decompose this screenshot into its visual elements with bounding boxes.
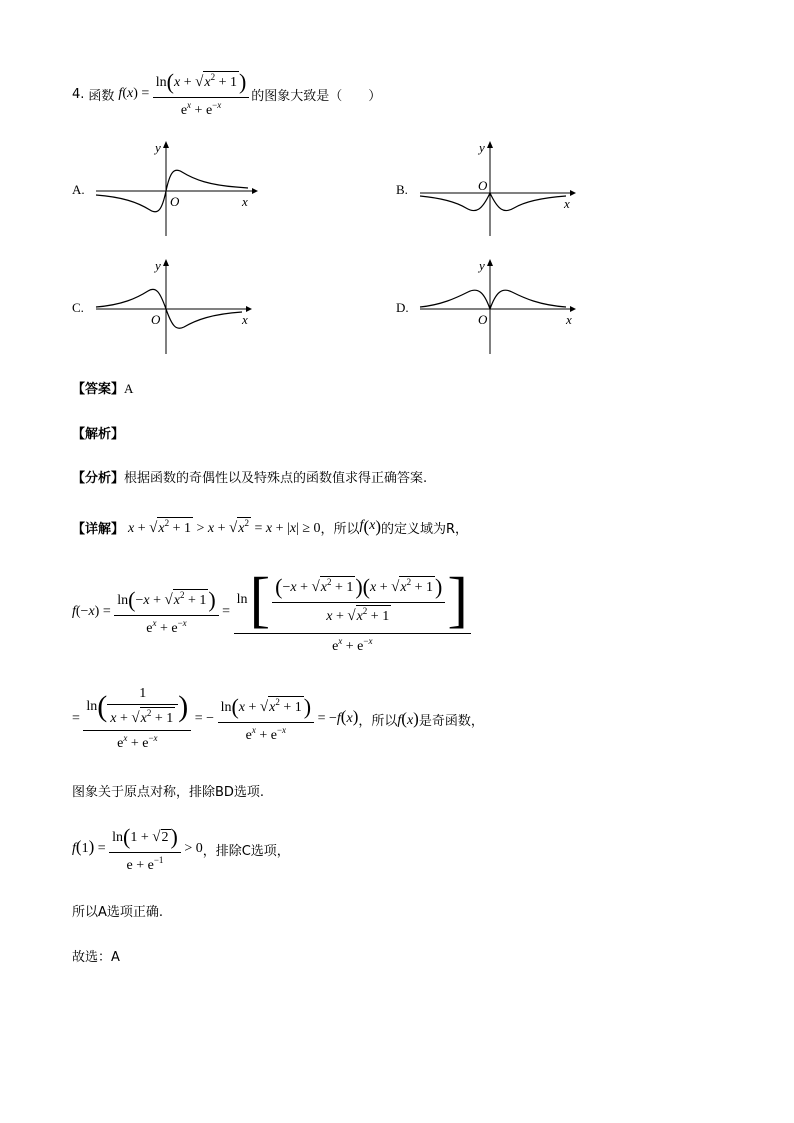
odd-function-formula: = ln ( $\frac{1}{x + √x^2 + 1}$ ) $e^x + e^{-x}$ = − $\frac{\ln(x + √x^2 + 1)}{e^x + e^{-x}}$ = −f(x) — [72, 686, 359, 751]
detail-f1-line — [72, 824, 290, 874]
fenxi-label: 【分析】 — [72, 471, 125, 486]
option-d-label[interactable]: D. — [396, 300, 409, 315]
detail-line3-suffix: ，所以 — [358, 713, 398, 729]
question-stem — [72, 69, 382, 118]
conclusion-text: 所以A选项正确. — [72, 905, 164, 920]
detail-line1-suffix: ，所以 — [320, 521, 360, 537]
f-neg-x-formula: f(−x) = $\frac{\ln(-x + √x^2 + 1)}{e^x + e^{-x}}$ = ln [ $\frac{(-x + √x^2 + 1)(x + √x^2 + 1)}{x + √x^2 + 1}$ ] $e^x + e^{-x}$ — [72, 569, 471, 655]
symmetry-text: 图象关于原点对称，排除BD选项. — [72, 785, 265, 800]
fx-symbol: f(x) — [359, 517, 381, 536]
final-answer-text: 故选：A — [72, 950, 120, 965]
fenxi-text: 根据函数的奇偶性以及特殊点的函数值求得正确答案. — [124, 471, 428, 486]
question-suffix: 的图象大致是（ ） — [251, 88, 382, 104]
y-axis-label: y — [479, 140, 485, 155]
detail-f1-suffix: ，排除C选项， — [202, 843, 290, 859]
option-a-graph[interactable] — [92, 140, 262, 240]
option-c-label[interactable]: C. — [72, 300, 84, 315]
option-b-label[interactable]: B. — [396, 182, 408, 197]
option-c-graph[interactable] — [92, 258, 262, 358]
analysis-label: 【解析】 — [72, 427, 125, 442]
x-axis-label: x — [564, 196, 570, 211]
detail-line-2 — [72, 566, 471, 658]
x-axis-label: x — [242, 194, 248, 209]
fx-symbol: f(x) — [397, 709, 419, 728]
origin-label: O — [170, 194, 180, 209]
y-axis-label: y — [155, 258, 161, 273]
option-d-graph[interactable] — [416, 258, 586, 358]
y-axis-label: y — [479, 258, 485, 273]
answer-value: A — [124, 381, 134, 396]
detail-line-3 — [72, 684, 484, 754]
answer-line — [72, 378, 133, 397]
answer-label: 【答案】 — [72, 382, 125, 397]
question-prefix: 函数 — [88, 88, 115, 104]
detail-line-1 — [72, 514, 468, 540]
f1-formula: f(1) = $\frac{\ln(1 + √2)}{e + e^{-1}}$ > 0 — [72, 824, 203, 873]
option-b-graph[interactable] — [416, 140, 586, 240]
detail-domain-text: 的定义域为R， — [381, 521, 469, 537]
option-a-label[interactable]: A. — [72, 182, 85, 197]
y-axis-label: y — [155, 140, 161, 155]
x-axis-label: x — [566, 312, 572, 327]
inequality-formula: $x + √x^2 + 1 > x + √x^2 = x + |x| \ge 0$ — [128, 517, 321, 536]
question-number: 4. — [72, 86, 85, 102]
origin-label: O — [478, 178, 488, 193]
function-formula: f(x) = $\frac{\ln(x + √x^2 + 1)}{e^x + e^{-x}}$ — [118, 69, 249, 119]
origin-label: O — [478, 312, 488, 327]
origin-label: O — [151, 312, 161, 327]
fenxi-line — [72, 467, 427, 486]
detail-label: 【详解】 — [72, 521, 125, 537]
x-axis-label: x — [242, 312, 248, 327]
detail-line3-end: 是奇函数， — [418, 713, 484, 729]
